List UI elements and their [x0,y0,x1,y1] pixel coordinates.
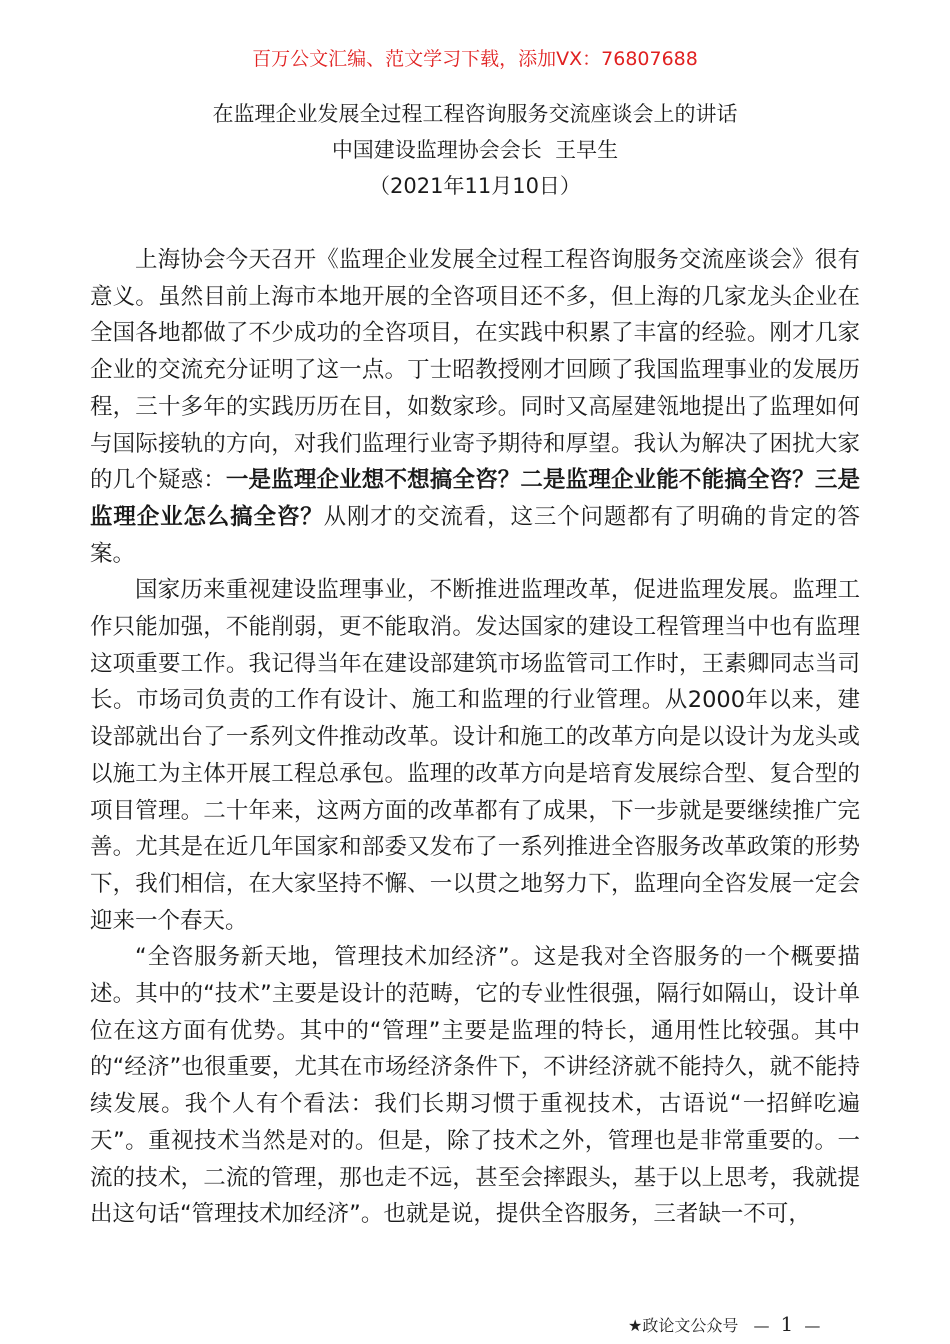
bold-questions: 一是监理企业想不想搞全咨？二是监理企业能不能搞全咨？三是监理企业怎么搞全咨？ [90,467,860,530]
footer-dash-left: — [753,1316,770,1335]
paragraph-text: 上海协会今天召开《监理企业发展全过程工程咨询服务交流座谈会》很有意义。虽然目前上海市本地开展的全咨项目还不多，但上海的几家龙头企业在全国各地都做了不少成功的全咨项目，在实践中积累了丰富的经验。刚才几家企业的交流充分证明了这一点。丁士昭教授刚才回顾了我国监理事业的发展历程，三十多年的实践历历在目，如数家珍。同时又高屋建瓴地提出了监理如何与国际接轨的方向，对我们监理行业寄予期待和厚望。我认为解决了困扰大家的几个疑惑： [90,247,860,494]
document-body [90,242,860,1233]
footer-source: ★政论文公众号 [628,1316,739,1335]
paragraph-3: “全咨服务新天地，管理技术加经济”。这是我对全咨服务的一个概要描述。其中的“技术”主要是设计的范畴，它的专业性很强，隔行如隔山，设计单位在这方面有优势。其中的“管理”主要是监理的特长，通用性比较强。其中的“经济”也很重要，尤其在市场经济条件下，不讲经济就不能持久，就不能持续发展。我个人有个看法：我们长期习惯于重视技术，古语说“一招鲜吃遍天”。重视技术当然是对的。但是，除了技术之外，管理也是非常重要的。一流的技术，二流的管理，那也走不远，甚至会摔跟头，基于以上思考，我就提出这句话“管理技术加经济”。也就是说，提供全咨服务，三者缺一不可， [90,944,860,1228]
document-title: 在监理企业发展全过程工程咨询服务交流座谈会上的讲话 [212,102,738,126]
page-number: 1 [780,1312,794,1336]
footer-dash-right: — [804,1316,821,1335]
paragraph-1 [90,242,860,572]
page-footer [628,1312,820,1336]
speaker-line: 中国建设监理协会会长 王早生 [331,138,619,162]
watermark-banner: 百万公文汇编、范文学习下载，添加VX：76807688 [252,48,698,70]
document-header [0,96,950,204]
paragraph-2: 国家历来重视建设监理事业，不断推进监理改革，促进监理发展。监理工作只能加强，不能削弱，更不能取消。发达国家的建设工程管理当中也有监理这项重要工作。我记得当年在建设部建筑市场监管司工作时，王素卿同志当司长。市场司负责的工作有设计、施工和监理的行业管理。从2000年以来，建设部就出台了一系列文件推动改革。设计和施工的改革方向是以设计为龙头或以施工为主体开展工程总承包。监理的改革方向是培育发展综合型、复合型的项目管理。二十年来，这两方面的改革都有了成果，下一步就是要继续推广完善。尤其是在近几年国家和部委又发布了一系列推进全咨服务改革政策的形势下，我们相信，在大家坚持不懈、一以贯之地努力下，监理向全咨发展一定会迎来一个春天。 [90,577,860,934]
paragraph-text: 从刚才的交流看，这三个问题都有了明确的肯定的答案。 [90,503,860,567]
speech-date: （2021年11月10日） [369,174,581,198]
